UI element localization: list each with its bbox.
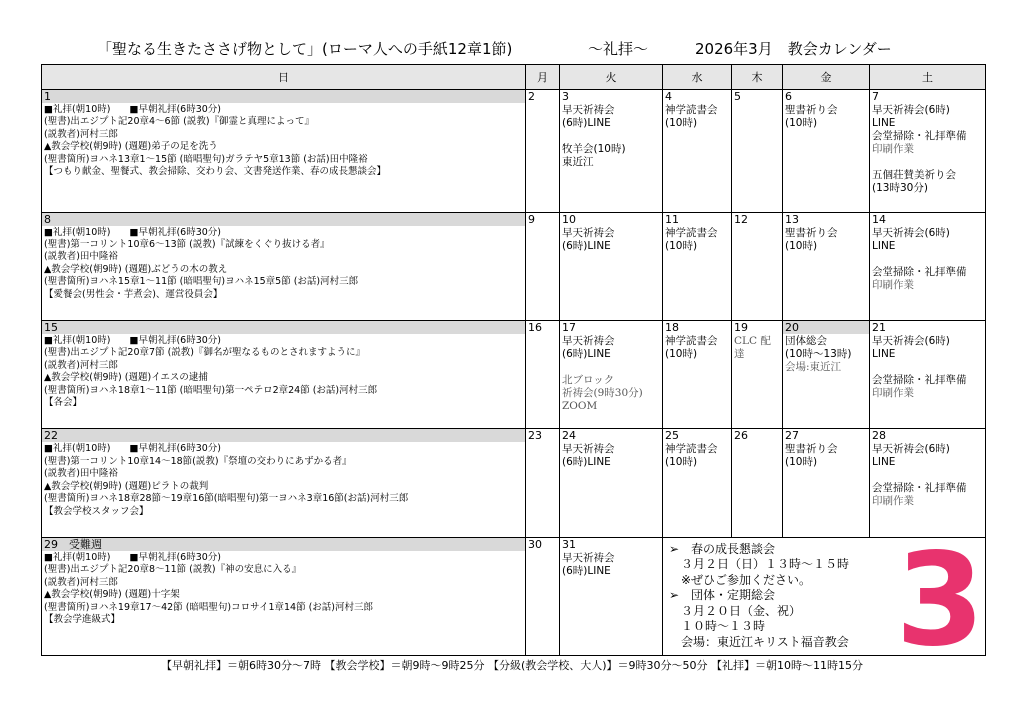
day-cell-fri[interactable] <box>783 429 870 537</box>
day-events <box>560 334 662 414</box>
event-line: 神学読書会 <box>665 104 718 116</box>
sunday-program <box>42 551 525 627</box>
event-line: 【愛餐会(男性会・芋煮会)、運営役員会】 <box>44 288 223 300</box>
date-number: 2 <box>528 90 535 103</box>
day-cell-thu[interactable] <box>732 321 783 429</box>
event-line: (聖書箇所)ヨハネ13章1～15節 (暗唱聖句)ガラテヤ5章13節 (お話)田中隆裕 <box>44 153 368 165</box>
event-line: (6時)LINE <box>562 348 611 360</box>
weekday-header-wed: 水 <box>663 65 732 90</box>
event-line: (13時30分) <box>872 182 928 194</box>
date-number: 24 <box>562 429 576 443</box>
event-line: 会堂掃除・礼拝準備 <box>872 130 967 142</box>
date-number: 28 <box>872 429 886 443</box>
month-number: 3 <box>895 525 985 675</box>
event-line: LINE <box>872 348 896 360</box>
event-line: (説教者)田中隆裕 <box>44 468 118 480</box>
event-line: 会堂掃除・礼拝準備 <box>872 265 967 278</box>
day-events <box>870 103 985 196</box>
date-number: 12 <box>734 212 748 226</box>
event-line: ■礼拝(朝10時) ■早朝礼拝(6時30分) <box>44 551 221 563</box>
event-line: 【教会学進級式】 <box>44 613 121 625</box>
date-number: 17 <box>562 321 576 334</box>
page-header <box>40 38 984 60</box>
event-line: ■礼拝(朝10時) ■早朝礼拝(6時30分) <box>44 226 221 238</box>
event-line: (6時)LINE <box>562 239 611 252</box>
event-line: 東近江 <box>562 156 594 168</box>
day-cell-fri[interactable] <box>783 321 870 429</box>
day-events <box>870 334 985 401</box>
weekday-header-row <box>42 65 986 90</box>
event-line: (10時) <box>785 456 818 469</box>
event-line: ■礼拝(朝10時) ■早朝礼拝(6時30分) <box>44 335 221 346</box>
date-number: 3 <box>562 90 569 103</box>
event-line: (10時) <box>665 456 698 469</box>
day-events <box>526 551 559 553</box>
event-line: 【各会】 <box>44 397 83 409</box>
day-events <box>732 103 782 105</box>
event-line: 聖書祈り会 <box>785 443 838 456</box>
day-cell-wed[interactable] <box>663 90 732 213</box>
date-number: 11 <box>665 212 679 226</box>
day-events <box>783 442 869 470</box>
day-cell-mon[interactable] <box>526 429 560 537</box>
day-cell-mon[interactable] <box>526 321 560 429</box>
event-line: (説教者)河村三郎 <box>44 576 118 588</box>
event-line: 早天祈祷会(6時) <box>872 335 950 347</box>
event-line: (聖書箇所)ヨハネ18章1～11節 (暗唱聖句)第一ペテロ2章24節 (お話)河村三郎 <box>44 384 378 396</box>
day-cell-tue[interactable] <box>560 537 663 655</box>
event-line: 神学読書会 <box>665 335 718 347</box>
week-row <box>42 429 986 537</box>
date-number: 27 <box>785 429 799 443</box>
event-line: 早天祈祷会 <box>562 226 615 239</box>
event-line: 会場:東近江 <box>785 361 842 373</box>
weekday-header-thu: 木 <box>732 65 783 90</box>
day-cell-wed[interactable] <box>663 212 732 320</box>
day-cell-sat[interactable] <box>870 212 986 320</box>
day-events <box>732 442 782 444</box>
day-events <box>732 226 782 228</box>
event-line <box>562 361 660 374</box>
event-line: (聖書)第一コリント10章14～18節(説教)『祭壇の交わりにあずかる者』 <box>44 455 352 467</box>
date-number: 9 <box>528 212 535 226</box>
event-line: 早天祈祷会 <box>562 335 615 347</box>
day-cell-mon[interactable] <box>526 212 560 320</box>
day-events <box>663 103 731 131</box>
event-line: (6時)LINE <box>562 456 611 469</box>
event-line: 神学読書会 <box>665 226 718 239</box>
day-cell-tue[interactable] <box>560 429 663 537</box>
event-line: (6時)LINE <box>562 117 611 129</box>
weekday-header-mon: 月 <box>526 65 560 90</box>
day-cell-sun[interactable] <box>42 212 526 320</box>
date-number: 7 <box>872 90 879 103</box>
event-line: 早天祈祷会 <box>562 551 615 564</box>
day-cell-thu[interactable] <box>732 212 783 320</box>
day-cell-sat[interactable] <box>870 90 986 213</box>
event-line: 印刷作業 <box>872 278 914 291</box>
event-line: (聖書箇所)ヨハネ19章17～42節 (暗唱聖句)コロサイ1章14節 (お話)河村三郎 <box>44 601 374 613</box>
date-number: 25 <box>665 429 679 443</box>
note-line: 会場：東近江キリスト福音教会 <box>669 634 849 649</box>
date-number: 23 <box>528 429 542 443</box>
day-events <box>732 334 782 362</box>
event-line: 北ブロック <box>562 374 615 386</box>
date-number: 18 <box>665 321 679 334</box>
theme-verse-title: 「聖なる生きたささげ物として」(ローマ人への手紙12章1節) <box>97 40 513 58</box>
weekday-header-fri: 金 <box>783 65 870 90</box>
event-line: ▲教会学校(朝9時) (週題)十字架 <box>44 589 180 601</box>
event-line: 印刷作業 <box>872 387 914 399</box>
date-number: 16 <box>528 321 542 334</box>
weekday-header-sun: 日 <box>42 65 526 90</box>
event-line: ■礼拝(朝10時) ■早朝礼拝(6時30分) <box>44 104 221 115</box>
event-line: (説教者)河村三郎 <box>44 128 118 140</box>
date-number: 4 <box>665 90 672 103</box>
day-cell-sun[interactable] <box>42 321 526 429</box>
sunday-program <box>42 226 525 302</box>
date-number: 22 <box>42 429 525 442</box>
day-events <box>560 226 662 254</box>
day-cell-wed[interactable] <box>663 429 732 537</box>
day-events <box>526 442 559 444</box>
date-number: 1 <box>42 90 525 103</box>
day-cell-tue[interactable] <box>560 321 663 429</box>
event-line: ■礼拝(朝10時) ■早朝礼拝(6時30分) <box>44 443 221 455</box>
event-line: (10時) <box>785 117 818 129</box>
week-row <box>42 212 986 320</box>
event-line: (聖書箇所)ヨハネ18章28節～19章16節(暗唱聖句)第一ヨハネ3章16節(お話)河村三郎 <box>44 493 409 505</box>
day-events <box>783 334 869 375</box>
event-line: LINE <box>872 117 896 129</box>
event-line: (10時～13時) <box>785 348 852 360</box>
event-line: 会堂掃除・礼拝準備 <box>872 374 967 386</box>
event-line: (10時) <box>665 239 698 252</box>
date-number: 21 <box>872 321 886 334</box>
event-line: ▲教会学校(朝9時) (週題)弟子の足を洗う <box>44 141 218 153</box>
date-number: 13 <box>785 212 799 226</box>
event-line: 聖書祈り会 <box>785 226 838 239</box>
event-line: (聖書)出エジプト記20章8～11節 (説教)『神の安息に入る』 <box>44 564 302 576</box>
date-number: 15 <box>42 321 525 334</box>
notes-panel <box>663 525 986 675</box>
day-events <box>783 226 869 254</box>
event-line: ZOOM <box>562 400 598 412</box>
month-number-badge <box>895 525 985 675</box>
day-cell-sun[interactable] <box>42 537 526 655</box>
service-label: ～礼拝～ <box>588 40 649 58</box>
event-line: LINE <box>872 456 896 469</box>
event-line: 会堂掃除・礼拝準備 <box>872 482 967 495</box>
day-cell-tue[interactable] <box>560 212 663 320</box>
day-cell-fri[interactable] <box>783 90 870 213</box>
day-events <box>870 226 985 293</box>
day-events <box>526 103 559 105</box>
day-cell-sat[interactable] <box>870 429 986 537</box>
event-line: 早天祈祷会(6時) <box>872 226 950 239</box>
day-cell-sat[interactable] <box>870 321 986 429</box>
week-row <box>42 537 986 655</box>
event-line: (6時)LINE <box>562 564 611 577</box>
event-line: 【教会学校スタッフ会】 <box>44 505 149 517</box>
note-line: ➢ 団体・定期総会 <box>669 588 776 603</box>
date-number: 19 <box>734 321 748 334</box>
day-cell-thu[interactable] <box>732 429 783 537</box>
event-line: 祈祷会(9時30分) <box>562 387 643 399</box>
sunday-program <box>42 442 525 518</box>
event-line: ▲教会学校(朝9時) (週題)ぶどうの木の教え <box>44 263 228 275</box>
event-line <box>872 156 983 169</box>
date-number: 29 受難週 <box>42 538 525 551</box>
day-cell-tue[interactable] <box>560 90 663 213</box>
event-line: 聖書祈り会 <box>785 104 838 116</box>
date-number: 8 <box>42 213 525 226</box>
event-line: 早天祈祷会(6時) <box>872 443 950 456</box>
event-line: (10時) <box>665 117 698 129</box>
event-line <box>872 253 983 266</box>
sunday-program <box>42 103 525 179</box>
day-events <box>663 334 731 362</box>
event-line: CLC 配達 <box>734 335 771 360</box>
day-events <box>526 226 559 228</box>
date-number: 10 <box>562 212 576 226</box>
day-cell-sun[interactable] <box>42 429 526 537</box>
event-line <box>872 469 983 482</box>
event-line: ▲教会学校(朝9時) (週題)ピラトの裁判 <box>44 480 209 492</box>
event-line: 印刷作業 <box>872 143 914 155</box>
event-line: (10時) <box>665 348 698 360</box>
date-number: 30 <box>528 537 542 551</box>
event-line: 早天祈祷会(6時) <box>872 104 950 116</box>
event-line: LINE <box>872 239 896 252</box>
date-number: 14 <box>872 212 886 226</box>
day-events <box>560 551 662 579</box>
date-number: 5 <box>734 90 741 103</box>
event-line: 【つもり献金、聖餐式、教会掃除、交わり会、文書発送作業、春の成長懇談会】 <box>44 166 387 178</box>
day-events <box>560 442 662 470</box>
date-number: 6 <box>785 90 792 103</box>
schedule-footer: 【早朝礼拝】＝朝6時30分～7時 【教会学校】＝朝9時～9時25分 【分級(教会学校、大人)】＝9時30分～50分 【礼拝】＝朝10時～11時15分 <box>160 659 864 672</box>
weekday-header-sat: 土 <box>870 65 986 90</box>
event-line: (聖書)第一コリント10章6～13節 (説教)『試練をくぐり抜ける者』 <box>44 238 330 250</box>
date-number: 26 <box>734 429 748 443</box>
event-line: 早天祈祷会 <box>562 443 615 456</box>
event-line: (聖書箇所)ヨハネ15章1～11節 (暗唱聖句)ヨハネ15章5節 (お話)河村三郎 <box>44 276 359 288</box>
note-line: ３月２日（日）１３時～１５時 <box>669 557 850 572</box>
note-line: ※ぜひご参加ください。 <box>669 572 812 587</box>
day-cell-mon[interactable] <box>526 537 560 655</box>
calendar-title: 2026年3月 教会カレンダー <box>695 40 892 58</box>
note-line: ３月２０日（金、祝） <box>669 603 802 618</box>
day-events <box>870 442 985 509</box>
day-cell-thu[interactable] <box>732 90 783 213</box>
date-number: 20 <box>783 321 869 334</box>
day-events <box>526 334 559 336</box>
week-row <box>42 90 986 213</box>
event-line <box>872 361 983 374</box>
event-line: ▲教会学校(朝9時) (週題)イエスの逮捕 <box>44 372 208 384</box>
event-line: (説教者)田中隆裕 <box>44 251 118 263</box>
day-events <box>663 226 731 254</box>
event-line: (聖書)出エジプト記20章4～6節 (説教)『御霊と真理によって』 <box>44 116 315 128</box>
event-line: (10時) <box>785 239 818 252</box>
day-cell-sun[interactable] <box>42 90 526 213</box>
event-line: 牧羊会(10時) <box>562 143 626 155</box>
sunday-program <box>42 334 525 410</box>
event-line: 神学読書会 <box>665 443 718 456</box>
day-events <box>663 442 731 470</box>
day-cell-fri[interactable] <box>783 212 870 320</box>
event-line: 印刷作業 <box>872 495 914 508</box>
event-line: 五個荘賛美祈り会 <box>872 169 956 181</box>
day-events <box>560 103 662 170</box>
day-events <box>783 103 869 131</box>
date-number: 31 <box>562 537 576 551</box>
day-cell-wed[interactable] <box>663 321 732 429</box>
event-line: (聖書)出エジプト記20章7節 (説教)『御名が聖なるものとされますように』 <box>44 347 365 359</box>
event-line: (説教者)河村三郎 <box>44 359 118 371</box>
week-row <box>42 321 986 429</box>
event-line: 団体総会 <box>785 335 827 347</box>
note-line: １０時～１３時 <box>669 619 766 634</box>
event-line <box>562 130 660 143</box>
event-line: 早天祈祷会 <box>562 104 615 116</box>
day-cell-mon[interactable] <box>526 90 560 213</box>
weekday-header-tue: 火 <box>560 65 663 90</box>
note-line: ➢ 春の成長懇談会 <box>669 541 776 556</box>
